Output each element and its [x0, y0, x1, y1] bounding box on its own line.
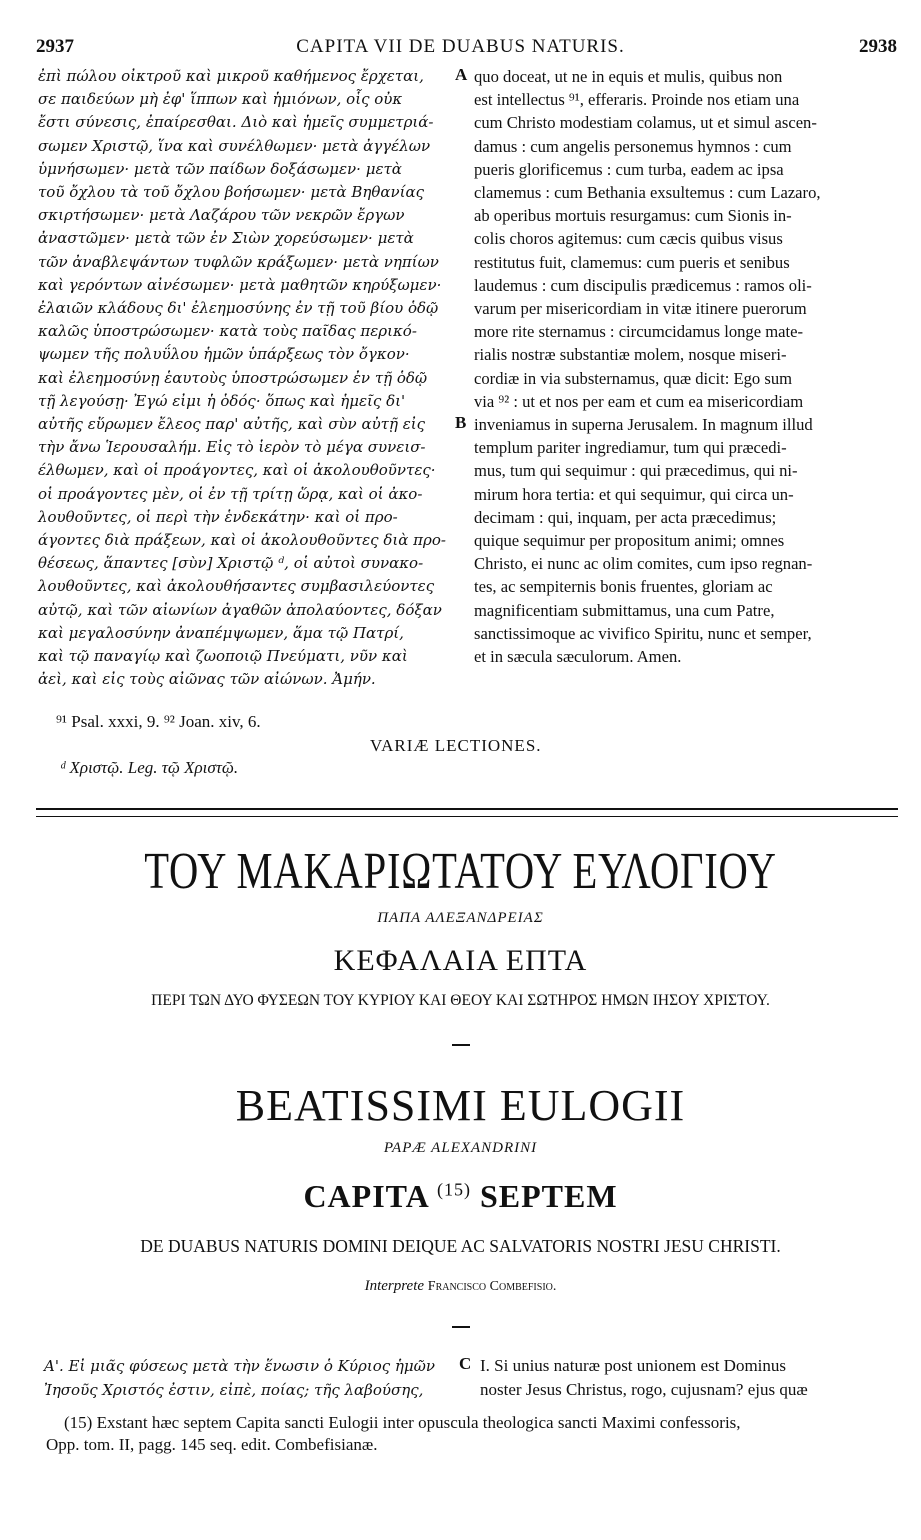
latin-line: mirum hora tertia: et qui sequimur, qui circa un-	[474, 484, 794, 504]
latin-line: laudemus : cum discipulis prædicemus : ramos oli-	[474, 275, 812, 295]
page-number-right: 2938	[859, 36, 897, 57]
greek-line: λουθοῦντες, καὶ ἀκολουθήσαντες συμβασιλεύοντες	[38, 577, 435, 596]
greek-line: ἐλαιῶν κλάδους δι' ἐλεημοσύνης ἐν τῇ τοῦ βίου ὁδῷ	[38, 299, 439, 318]
margin-marker-b: B	[455, 413, 467, 432]
opening-greek: Α'. Εἰ μιᾶς φύσεως μετὰ τὴν ἕνωσιν ὁ Κύριος ἡμῶν Ἰησοῦς Χριστός ἐστιν, εἰπὲ, ποίας; τῆς λαβούσης,	[44, 1357, 436, 1399]
short-dash	[452, 1044, 470, 1046]
running-title: CAPITA VII DE DUABUS NATURIS.	[296, 36, 625, 57]
latin-line: quique sequimur per propositum animi; omnes	[474, 531, 785, 551]
greek-line: άγοντες διὰ πράξεων, καὶ οἱ ἀκολουθοῦντες διὰ προ-	[38, 531, 446, 550]
greek-subtitle: ΠΑΠΑ ΑΛΕΞΑΝΔΡΕΙΑΣ	[377, 910, 544, 926]
variae-lectiones-heading: VARIÆ LECTIONES.	[370, 736, 542, 755]
greek-line: καὶ γερόντων αἰνέσωμεν· μετὰ μαθητῶν κηρύξωμεν·	[38, 275, 442, 294]
greek-line: αὐτῷ, καὶ τῶν αἰωνίων ἀγαθῶν ἀπολαύοντες, δόξαν	[38, 600, 442, 619]
latin-capita-heading: CAPITA $^{(15)}$ SEPTEM	[303, 1178, 618, 1214]
latin-line: inveniamus in superna Jerusalem. In magnum illud	[474, 415, 813, 435]
latin-line: rialis nostræ substantiæ molem, nosque miseri-	[474, 345, 787, 365]
greek-description-line: ΠΕΡΙ ΤΩΝ ΔΥΟ ΦΥΣΕΩΝ ΤΟΥ ΚΥΡΙΟΥ ΚΑΙ ΘΕΟΥ ΚΑΙ ΣΩΤΗΡΟΣ ΗΜΩΝ ΙΗΣΟΥ ΧΡΙΣΤΟΥ.	[151, 992, 770, 1009]
latin-line: tes, ac sempiternis bonis fruentes, gloriam ac	[474, 577, 773, 597]
greek-line: τῶν ἀναβλεψάντων τυφλῶν κράξωμεν· μετὰ νηπίων	[38, 252, 439, 271]
latin-column	[474, 65, 899, 668]
greek-line: σωμεν Χριστῷ, ἵνα καὶ συνέλθωμεν· μετὰ ἀγγέλων	[38, 136, 431, 155]
latin-line: colis choros agitemus: cum cæcis quibus visus	[474, 229, 783, 249]
interpreter-line: Interprete Francisco Combefisio.	[364, 1278, 557, 1294]
latin-line: mus, tum qui sequimur : qui præcedimus, qui ni-	[474, 461, 798, 481]
latin-line: ab operibus mortuis resurgamus: cum Sionis in-	[474, 206, 792, 226]
latin-line: est intellectus ⁹¹, efferaris. Proinde nos etiam una	[474, 90, 800, 110]
greek-line: καὶ ἐλεημοσύνῃ ἑαυτοὺς ὑποστρώσωμεν ἐν τῇ ὁδῷ	[38, 368, 428, 387]
greek-line: θέσεως, ἅπαντες [σὺν] Χριστῷ ᵈ, οἱ αὐτοὶ συνακο-	[38, 554, 424, 573]
greek-line: έλθωμεν, καὶ οἱ προάγοντες, καὶ οἱ ἀκολουθοῦντες·	[38, 461, 436, 480]
editorial-note: (15) Exstant hæc septem Capita sancti Eulogii inter opuscula theologica sancti Maximi confessoris, Opp. tom. II, pagg. 145 seq. edit. Combefisianæ.	[46, 1413, 741, 1454]
latin-line: et in sæcula sæculorum. Amen.	[474, 647, 682, 667]
divider-rule-thin	[36, 816, 898, 817]
greek-line: τῇ λεγούσῃ· Ἐγώ εἰμι ἡ ὁδός· ὅπως καὶ ἡμεῖς δι'	[38, 391, 406, 410]
greek-line: καλῶς ὑποστρώσωμεν· κατὰ τοὺς παῖδας περικό-	[38, 322, 417, 341]
latin-line: Christo, ei nunc ac olim comites, cum ipso regnan-	[474, 554, 813, 574]
latin-line: damus : cum angelis personemus hymnos : cum	[474, 136, 792, 156]
greek-line: σε παιδεύων μὴ ἐφ' ἵππων καὶ ἡμιόνων, οἷς οὐκ	[38, 90, 403, 109]
latin-line: cordiæ in via substernamus, quæ dicit: Ego sum	[474, 368, 793, 388]
greek-capita-heading: ΚΕΦΑΛΑΙΑ ΕΠΤΑ	[333, 944, 588, 977]
margin-marker-c: C	[459, 1354, 472, 1373]
greek-line: λουθοῦντες, οἱ περὶ τὴν ἑνδεκάτην· καὶ οἱ προ-	[38, 507, 398, 526]
greek-line: ψωμεν τῆς πολυΰλου ἡμῶν ὑπάρξεως τὸν ὄγκον·	[38, 345, 410, 364]
margin-marker-a: A	[455, 65, 468, 84]
greek-line: αὐτῆς εὕρωμεν ἔλεος παρ' αὐτῆς, καὶ σὺν αὐτῇ εἰς	[38, 415, 426, 434]
greek-title: ΤΟΥ ΜΑΚΑΡΙΩΤΑΤΟΥ ΕΥΛΟΓΙΟΥ	[144, 843, 777, 900]
divider-rule-thick	[36, 808, 898, 810]
capita-note-ref: (15)	[436, 1179, 471, 1200]
greek-line: ἀεὶ, καὶ εἰς τοὺς αἰῶνας τῶν αἰώνων. Ἀμήν.	[38, 670, 376, 689]
latin-line: quo doceat, ut ne in equis et mulis, quibus non	[474, 67, 783, 86]
latin-title: BEATISSIMI EULOGII	[235, 1081, 686, 1130]
latin-line: clamemus : cum Bethania exsultemus : cum Lazaro,	[474, 183, 821, 203]
greek-line: καὶ τῷ παναγίῳ καὶ ζωοποιῷ Πνεύματι, νῦν καὶ	[38, 647, 408, 666]
greek-line: οἱ προάγοντες μὲν, οἱ ἐν τῇ τρίτῃ ὥρᾳ, καὶ οἱ ἀκο-	[38, 484, 423, 503]
greek-line: ὑμνήσωμεν· μετὰ τῶν παίδων δοξάσωμεν· μετὰ	[38, 159, 402, 178]
page-number-left: 2937	[36, 36, 74, 57]
scripture-footnotes: ⁹¹ Psal. xxxi, 9. ⁹² Joan. xiv, 6.	[56, 712, 261, 731]
variant-reading-d: ᵈ Χριστῷ. Leg. τῷ Χριστῷ.	[60, 758, 239, 777]
greek-line: τὴν ἄνω Ἱερουσαλήμ. Εἰς τὸ ἱερὸν τὸ μέγα συνεισ-	[38, 438, 426, 457]
latin-line: sanctissimoque ac vivifico Spiritu, nunc et semper,	[474, 623, 812, 643]
latin-line: magnificentiam submittamus, una cum Patre,	[474, 600, 775, 620]
latin-line: templum pariter ingrediamur, tum qui præcedi-	[474, 438, 787, 458]
greek-line: καὶ μεγαλοσύνην ἀναπέμψωμεν, ἅμα τῷ Πατρί,	[38, 623, 404, 642]
latin-line: via ⁹² : ut et nos per eam et cum ea misericordiam	[474, 391, 804, 411]
greek-column	[38, 65, 456, 691]
greek-line: ἐπὶ πώλου οἰκτροῦ καὶ μικροῦ καθήμενος ἔρχεται,	[38, 67, 424, 85]
latin-subtitle: PAPÆ ALEXANDRINI	[383, 1140, 538, 1156]
latin-line: restitutus fuit, clamemus: cum pueris et senibus	[474, 252, 790, 272]
latin-line: pueris glorificemus : cum turba, eadem ac ipsa	[474, 159, 784, 179]
latin-line: cum Christo modestiam colamus, ut et simul ascen-	[474, 113, 817, 133]
latin-line: varum per misericordiam in vitæ itinere puerorum	[474, 299, 807, 319]
greek-line: ἀναστῶμεν· μετὰ τῶν ἐν Σιὼν χορεύσωμεν· μετὰ	[38, 229, 414, 248]
short-dash-2	[452, 1326, 470, 1328]
greek-line: τοῦ ὄχλου τὰ τοῦ ὄχλου βοήσωμεν· μετὰ Βηθανίας	[38, 183, 425, 202]
opening-latin: I. Si unius naturæ post unionem est Dominus noster Jesus Christus, rogo, cujusnam? ejus quæ	[480, 1356, 808, 1399]
latin-description-line: DE DUABUS NATURIS DOMINI DEIQUE AC SALVATORIS NOSTRI JESU CHRISTI.	[140, 1236, 781, 1256]
greek-line: σκιρτήσωμεν· μετὰ Λαζάρου τῶν νεκρῶν ἔργων	[38, 206, 405, 225]
latin-line: more rite sternamus : circumcidamus longe mate-	[474, 322, 803, 342]
latin-line: decimam : qui, inquam, per acta præcedimus;	[474, 507, 777, 527]
greek-line: ἔστι σύνεσις, ἐπαίρεσθαι. Διὸ καὶ ἡμεῖς συμμετριά-	[38, 113, 434, 132]
